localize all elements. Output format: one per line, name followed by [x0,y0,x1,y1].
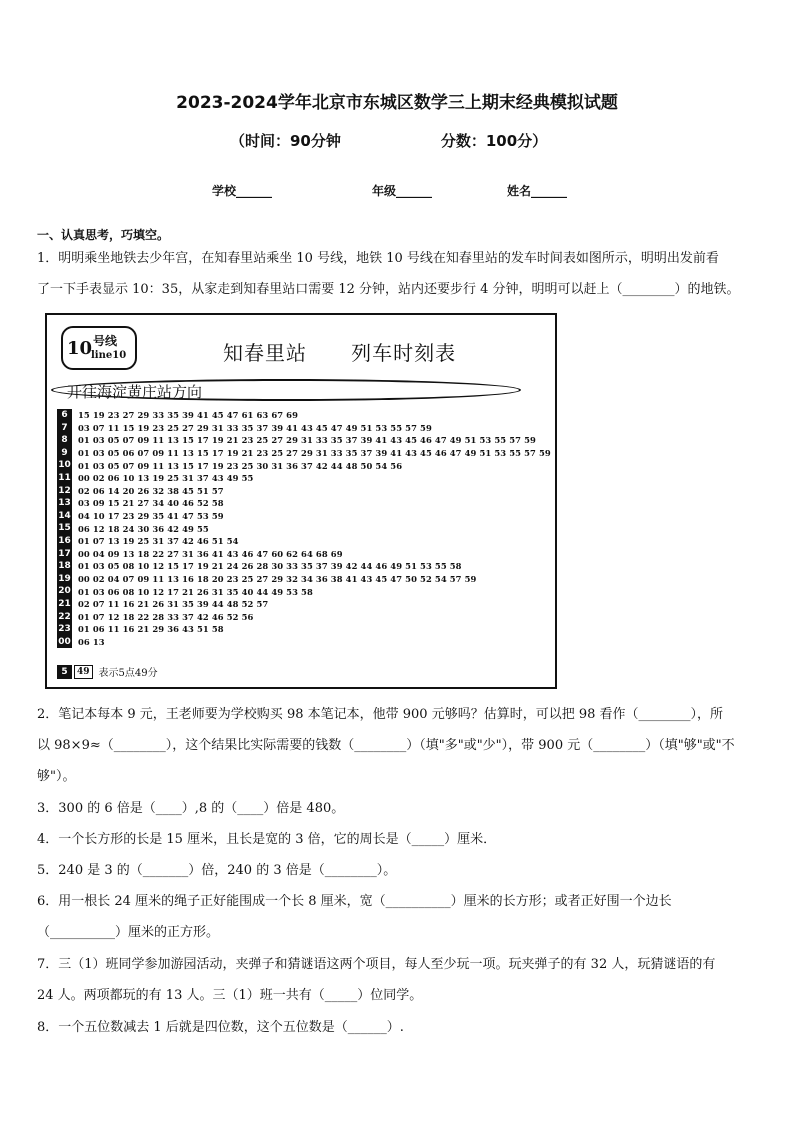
line-label: 号线 [93,334,118,348]
question-text: 5．240 是 3 的（_______）倍，240 的 3 倍是（________）。 [37,863,397,878]
timetable-minutes: 00 02 04 07 09 11 13 16 18 20 23 25 27 29 32 34 36 38 41 43 45 47 50 52 54 57 59 [78,574,477,585]
name-field: 姓名______ [507,184,568,198]
timetable-hour: 9 [57,447,72,460]
timetable-hour: 14 [58,510,71,521]
timetable-row [57,636,551,649]
question-text: 3．300 的 6 倍是（____）,8 的（____）倍是 480。 [37,801,345,816]
timetable-minutes: 06 12 18 24 30 36 42 49 55 [78,523,209,534]
timetable-hour: 19 [58,573,71,584]
timetable-hour: 8 [57,434,72,447]
question-1 [37,243,761,305]
question-text: 24 人。两项都玩的有 13 人。三（1）班一共有（_____）位同学。 [37,988,423,1003]
timetable-row [57,573,551,586]
time-label: （时间：90分钟 [230,132,341,150]
school-field: 学校______ [212,184,273,198]
timetable-hour: 12 [58,485,71,496]
timetable-minutes: 15 19 23 27 29 33 35 39 41 45 47 61 63 67 69 [78,410,299,421]
timetable-minutes: 01 03 05 08 10 12 15 17 19 21 24 26 28 30 33 35 37 39 42 44 46 49 51 53 55 58 [78,561,462,572]
timetable-legend [57,664,158,679]
legend-text: 表示5点49分 [98,668,158,679]
timetable-hour: 11 [58,472,71,483]
timetable-minutes: 01 03 05 07 09 11 13 15 17 19 21 23 25 27 29 31 33 35 37 39 41 43 45 46 47 49 51 53 55 57 59 [78,435,536,446]
question-text: 以 98×9≈（________），这个结果比实际需要的钱数（________）（填"多"或"少"），带 900 元（________）（填"够"或"不 [37,738,735,753]
timetable-minutes: 01 03 05 06 07 09 11 13 15 17 19 21 23 25 27 29 31 33 35 37 39 41 43 45 46 47 49 51 53 55 57 59 [78,448,551,459]
question-text: 1．明明乘坐地铁去少年宫，在知春里站乘坐 10 号线，地铁 10 号线在知春里站的发车时间表如图所示，明明出发前看 [37,251,719,266]
question-4 [37,824,761,855]
timetable-row [57,447,551,460]
timetable-row [57,623,551,636]
timetable-rows [57,409,551,648]
score-label: 分数：100分） [440,132,548,150]
question-text: 够"）。 [37,769,76,784]
timetable-hour: 20 [58,586,71,597]
timetable-minutes: 03 09 15 21 27 34 40 46 52 58 [78,498,224,509]
question-text: 4．一个长方形的长是 15 厘米，且长是宽的 3 倍，它的周长是（_____）厘米． [37,832,497,847]
timetable-minutes: 06 13 [78,636,105,647]
timetable-row [57,548,551,561]
question-6 [37,886,761,948]
question-text: 2．笔记本每本 9 元，王老师要为学校购买 98 本笔记本，他带 900 元够吗？估算时，可以把 98 看作（________），所 [37,707,723,722]
timetable-minutes: 01 07 13 19 25 31 37 42 46 51 54 [78,536,239,547]
timetable-row [57,459,551,472]
timetable-figure [45,313,557,689]
timetable-row [57,485,551,498]
timetable-row [57,510,551,523]
timetable-row [57,585,551,598]
timetable-hour: 6 [57,409,72,422]
timetable-minutes: 01 03 06 08 10 12 17 21 26 31 35 40 44 49 53 58 [78,586,313,597]
timetable-minutes: 01 06 11 16 21 29 36 43 51 58 [78,624,224,635]
question-2 [37,699,761,792]
question-7 [37,949,761,1011]
timetable-hour: 21 [58,598,71,609]
direction-label: 开往海淀黄庄站方向 [67,383,203,401]
section-heading: 一、认真思考，巧填空。 [37,228,170,242]
timetable-hour: 16 [58,535,71,546]
timetable-row [57,535,551,548]
timetable-row [57,472,551,485]
question-text: 7．三（1）班同学参加游园活动，夹弹子和猜谜语这两个项目，每人至少玩一项。玩夹弹子的有 32 人，玩猜谜语的有 [37,957,716,972]
timetable-hour: 15 [58,523,71,534]
timetable-row [57,598,551,611]
question-text: （__________）厘米的正方形。 [37,925,220,940]
question-8 [37,1012,761,1043]
timetable-minutes: 00 04 09 13 18 22 27 31 36 41 43 46 47 60 62 64 68 69 [78,548,343,559]
timetable-hour: 7 [57,422,72,435]
timetable-minutes: 01 03 05 07 09 11 13 15 17 19 23 25 30 31 36 37 42 44 48 50 54 56 [78,460,403,471]
timetable-minutes: 00 02 06 10 13 19 25 31 37 43 49 55 [78,473,254,484]
question-text: 8．一个五位数减去 1 后就是四位数，这个五位数是（______）. [37,1020,404,1035]
timetable-hour: 22 [58,611,71,622]
timetable-row [57,611,551,624]
line-english: line10 [91,350,127,361]
timetable-row [57,560,551,573]
question-text: 了一下手表显示 10：35，从家走到知春里站口需要 12 分钟，站内还要步行 4 分钟，明明可以赶上（________）的地铁。 [37,282,740,297]
timetable-hour: 10 [58,460,71,471]
timetable-hour: 13 [58,498,71,509]
timetable-minutes: 02 07 11 16 21 26 31 35 39 44 48 52 57 [78,599,269,610]
timetable-row [57,497,551,510]
page-title: 2023-2024学年北京市东城区数学三上期末经典模拟试题 [176,93,618,113]
line-badge [61,326,137,370]
timetable-minutes: 04 10 17 23 29 35 41 47 53 59 [78,511,224,522]
timetable-minutes: 03 07 11 15 19 23 25 27 29 31 33 35 37 39 41 43 45 47 49 51 53 55 57 59 [78,422,432,433]
timetable-row [57,409,551,422]
timetable-minutes: 01 07 12 18 22 28 33 37 42 46 52 56 [78,611,254,622]
grade-field: 年级______ [372,184,433,198]
question-text: 6．用一根长 24 厘米的绳子正好能围成一个长 8 厘米，宽（__________）厘米的长方形；或者正好围一个边长 [37,894,672,909]
timetable-hour: 23 [58,624,71,635]
exam-meta [230,130,547,151]
question-3 [37,793,761,824]
timetable-hour: 17 [58,548,71,559]
legend-hour: 5 [57,665,72,679]
question-5 [37,855,761,886]
timetable-row [57,434,551,447]
station-title: 知春里站 列车时刻表 [223,341,457,365]
legend-minute: 49 [74,665,93,679]
timetable-row [57,422,551,435]
line-number: 10 [67,338,93,359]
timetable-hour: 18 [58,561,71,572]
timetable-hour: 00 [58,636,71,647]
timetable-minutes: 02 06 14 20 26 32 38 45 51 57 [78,485,224,496]
timetable-row [57,522,551,535]
